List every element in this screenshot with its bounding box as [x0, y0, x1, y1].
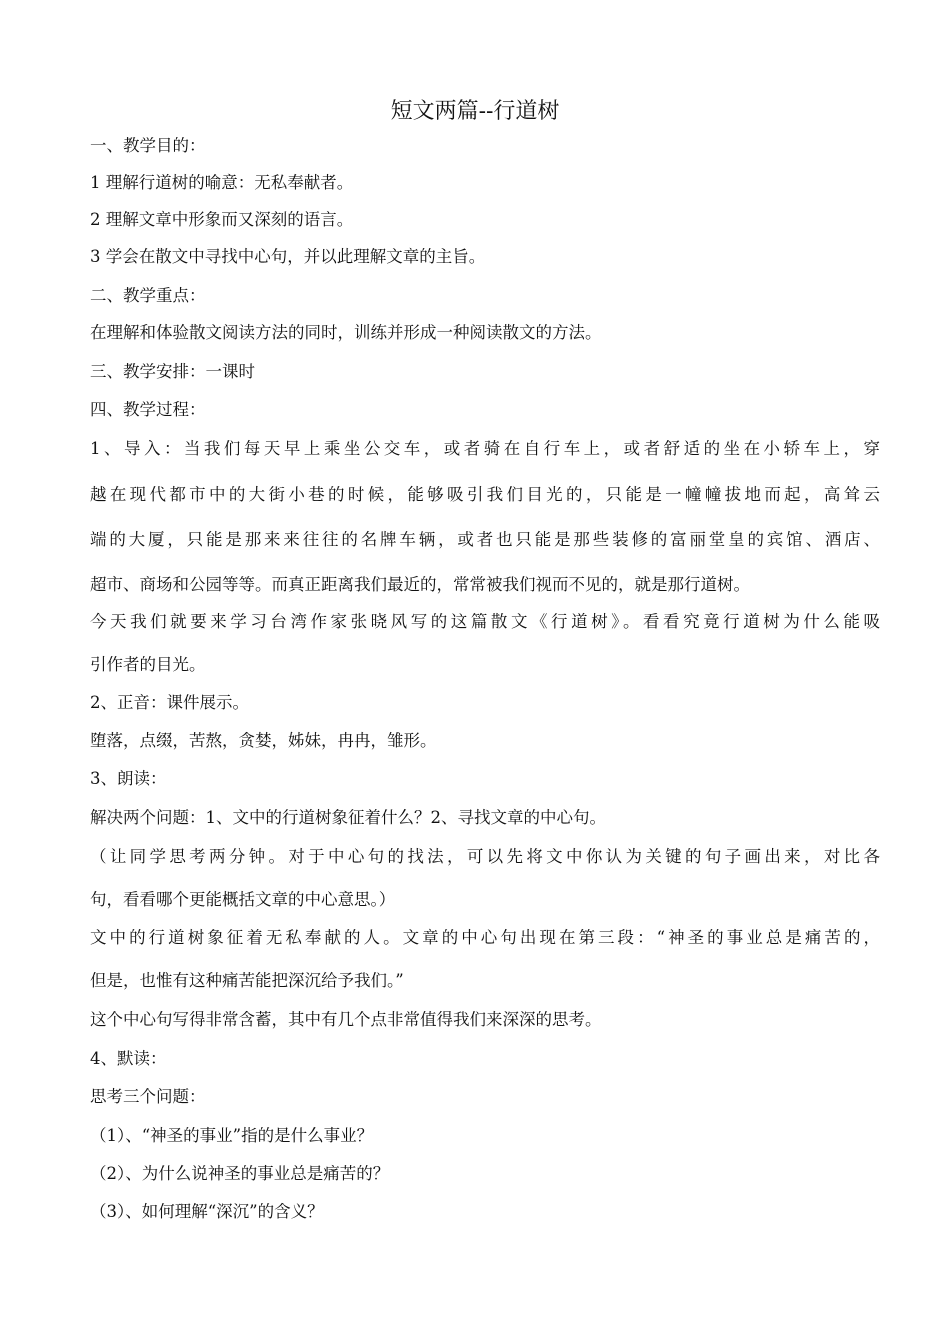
objective-1: 1 理解行道树的喻意：无私奉献者。 — [90, 173, 354, 192]
document-title: 短文两篇--行道树 — [390, 99, 560, 124]
step-silent-read: 4、默读： — [90, 1049, 167, 1068]
intro-paragraph-line: 今天我们就要来学习台湾作家张晓风写的这篇散文《行道树》。看看究竟行道树为什么能吸 — [90, 612, 880, 631]
section-heading-process: 四、教学过程： — [90, 400, 206, 419]
objective-2: 2 理解文章中形象而又深刻的语言。 — [90, 210, 354, 229]
answer-line: 文中的行道树象征着无私奉献的人。文章的中心句出现在第三段：“神圣的事业总是痛苦的， — [90, 928, 880, 947]
question-1: （1）、“神圣的事业”指的是什么事业？ — [90, 1126, 374, 1145]
key-point-text: 在理解和体验散文阅读方法的同时，训练并形成一种阅读散文的方法。 — [90, 323, 602, 342]
intro-paragraph-line: 1、导入：当我们每天早上乘坐公交车，或者骑在自行车上，或者舒适的坐在小轿车上，穿 — [90, 439, 880, 458]
section-heading-arrangement: 三、教学安排：一课时 — [90, 362, 255, 381]
objective-3: 3 学会在散文中寻找中心句，并以此理解文章的主旨。 — [90, 247, 486, 266]
answer-line: 但是，也惟有这种痛苦能把深沉给予我们。” — [90, 971, 404, 990]
central-sentence-comment: 这个中心句写得非常含蓄，其中有几个点非常值得我们来深深的思考。 — [90, 1010, 602, 1029]
intro-paragraph-line: 超市、商场和公园等等。而真正距离我们最近的，常常被我们视而不见的，就是那行道树。 — [90, 575, 750, 594]
two-questions: 解决两个问题：1、文中的行道树象征着什么？2、寻找文章的中心句。 — [90, 808, 606, 827]
intro-paragraph-line: 越在现代都市中的大街小巷的时候，能够吸引我们目光的，只能是一幢幢拔地而起，高耸云 — [90, 485, 880, 504]
intro-paragraph-line: 引作者的目光。 — [90, 655, 206, 674]
three-questions-heading: 思考三个问题： — [90, 1087, 206, 1106]
think-note-line: （让同学思考两分钟。对于中心句的找法，可以先将文中你认为关键的句子画出来，对比各 — [90, 847, 880, 866]
pronunciation-words: 堕落，点缀，苦熬，贪婪，姊妹，冉冉，雏形。 — [90, 731, 437, 750]
think-note-line: 句，看看哪个更能概括文章的中心意思。） — [90, 890, 396, 909]
section-heading-key-points: 二、教学重点： — [90, 286, 206, 305]
question-3: （3）、如何理解“深沉”的含义？ — [90, 1202, 324, 1221]
intro-paragraph-line: 端的大厦，只能是那来来往往的名牌车辆，或者也只能是那些装修的富丽堂皇的宾馆、酒店、 — [90, 530, 880, 549]
section-heading-objectives: 一、教学目的： — [90, 136, 206, 155]
step-pronunciation: 2、正音：课件展示。 — [90, 693, 249, 712]
question-2: （2）、为什么说神圣的事业总是痛苦的？ — [90, 1164, 390, 1183]
step-read-aloud: 3、朗读： — [90, 769, 167, 788]
